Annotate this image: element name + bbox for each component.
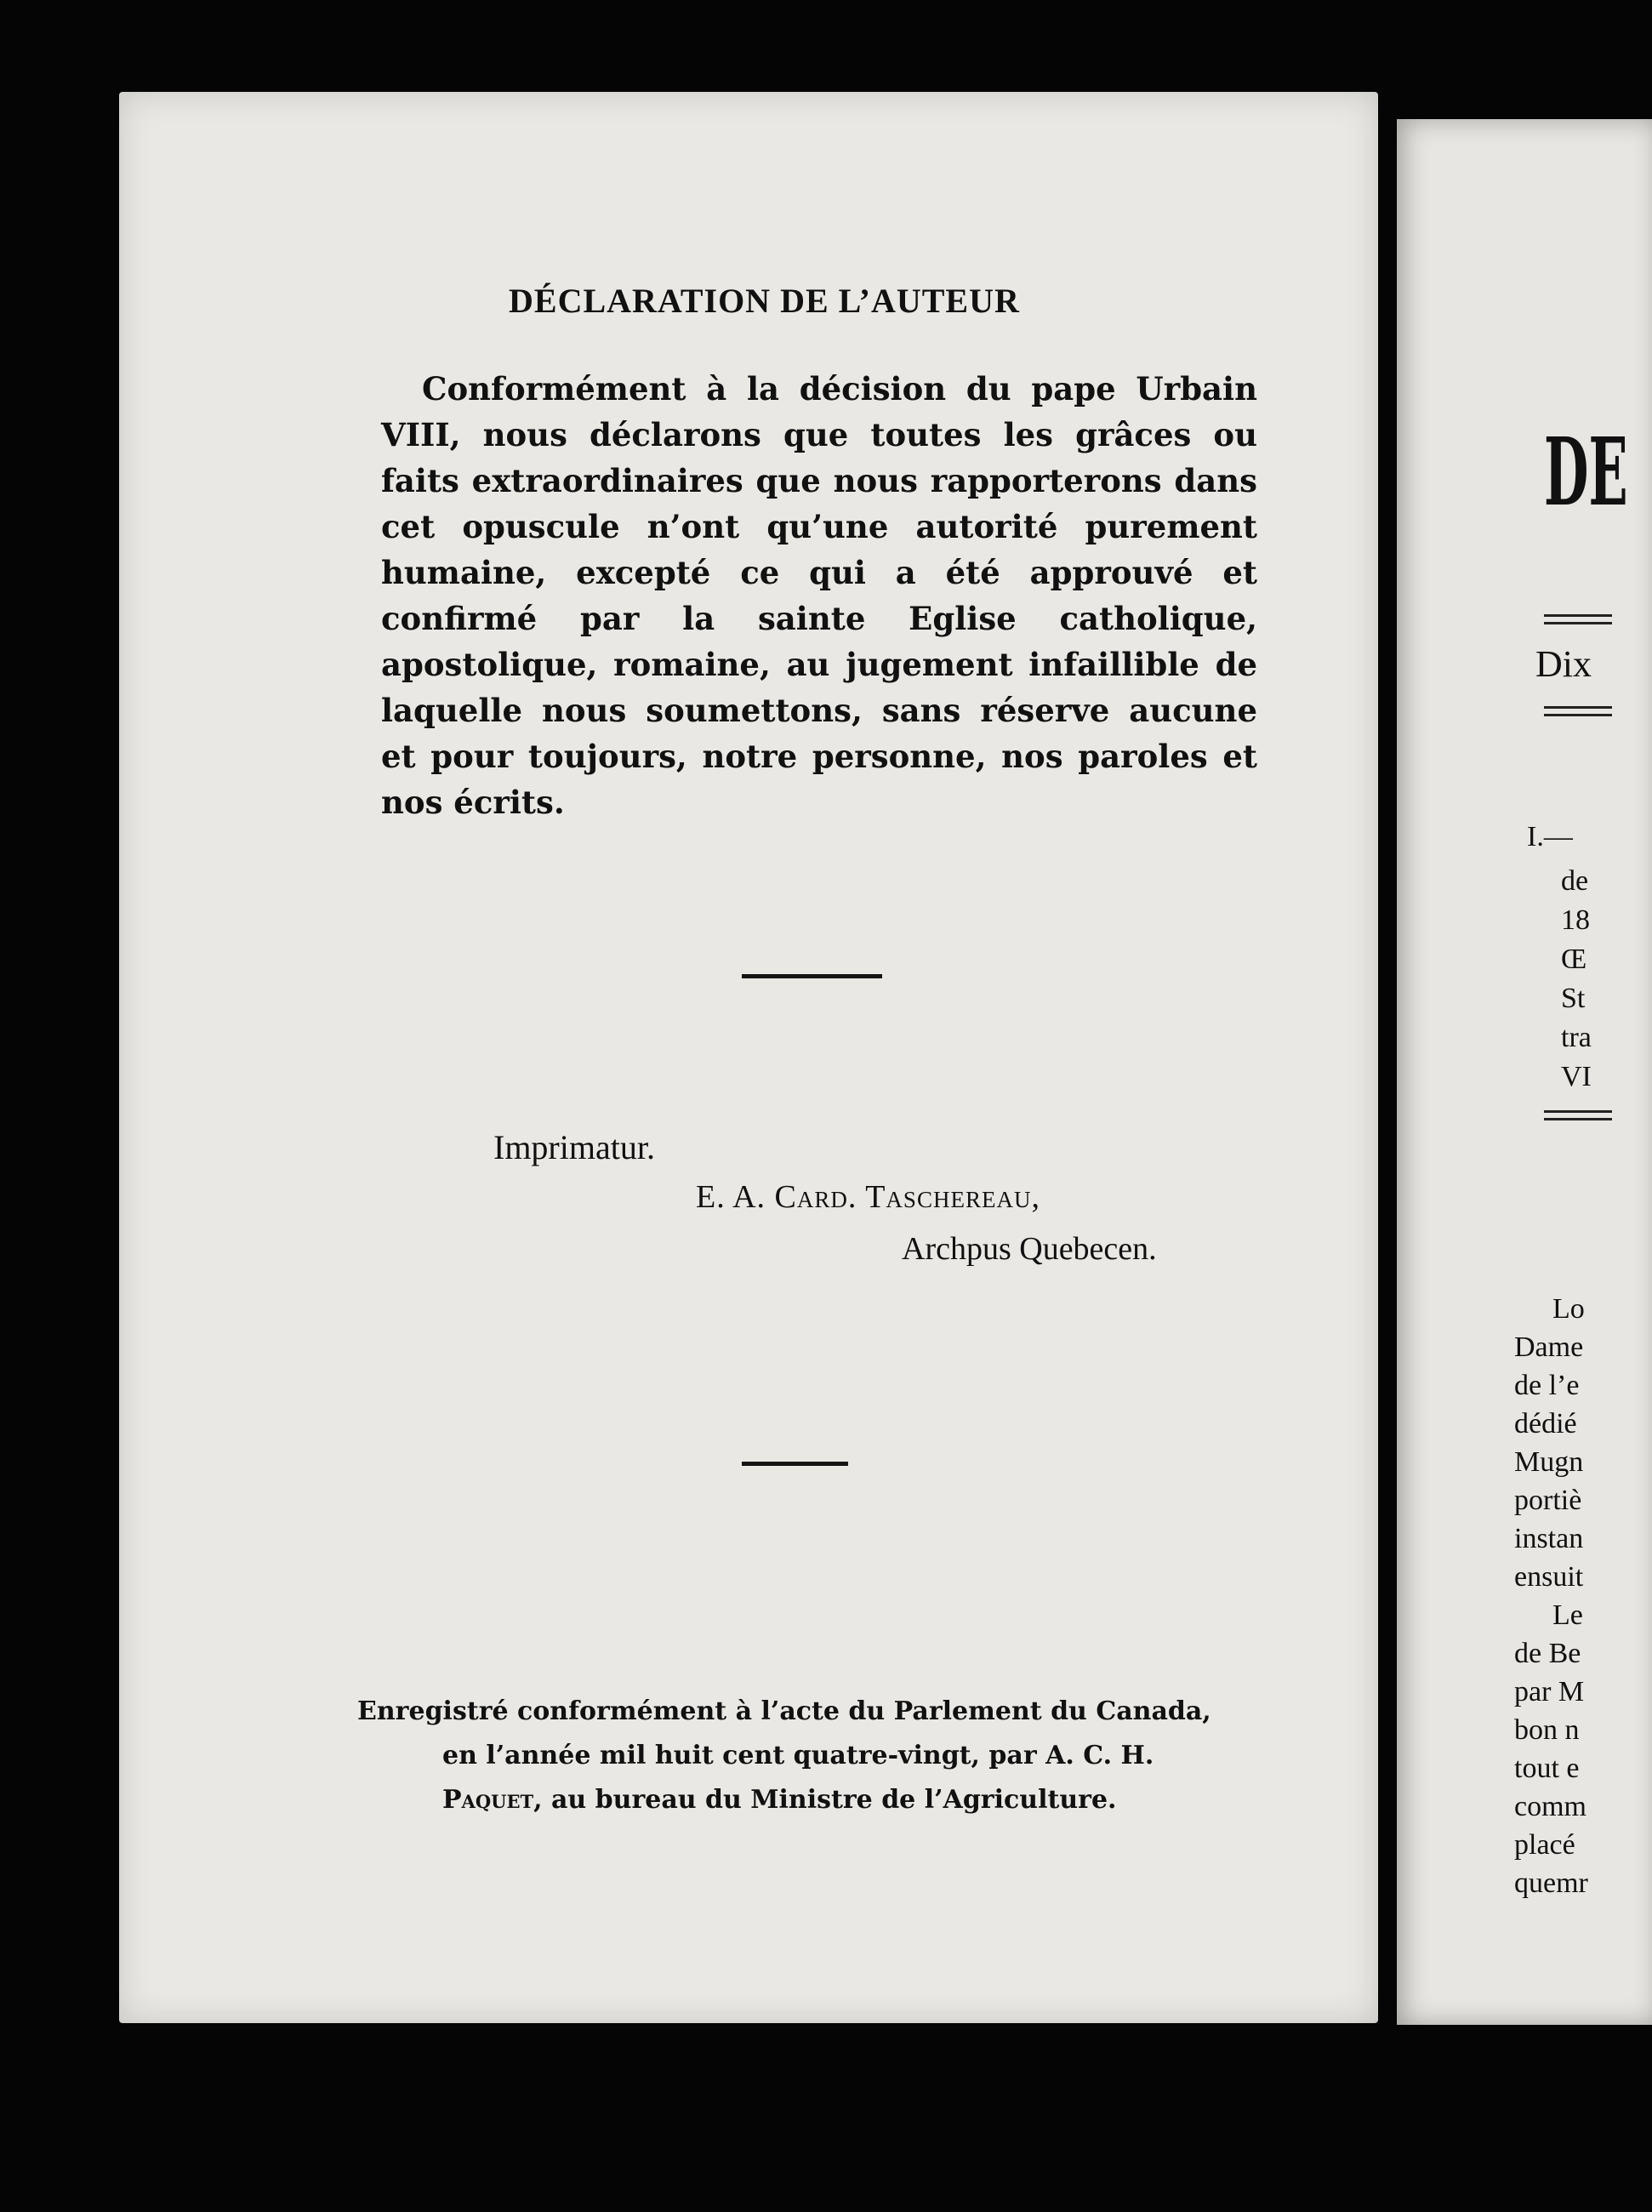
declaration-paragraph: Conformément à la décision du pape Urbain VIII, nous déclarons que toutes les grâces ou faits extraordinaires que nous rapporterons dans cet opuscule n’ont qu’une autorité purement humaine, excepté ce qui a été approuvé et confirmé par la sainte Eglise catholique, apostolique, romaine, au jugement infaillible de laquelle nous soumettons, sans réserve aucune et pour toujours, notre personne, nos paroles et nos écrits. — [381, 370, 1257, 821]
body-line: par M — [1514, 1676, 1585, 1707]
toc-line: 18 — [1561, 904, 1590, 936]
registration-line-3 — [357, 1778, 1242, 1822]
registration-line-2: en l’année mil huit cent quatre-vingt, par A. C. H. — [442, 1741, 1154, 1770]
registration-line-3-rest: au bureau du Ministre de l’Agriculture. — [542, 1785, 1117, 1815]
body-line: Le — [1552, 1599, 1583, 1631]
signer-name: E. A. Card. Taschereau, — [696, 1179, 1040, 1215]
separator-rule-top — [742, 974, 882, 978]
signer-title: Archpus Quebecen. — [902, 1231, 1157, 1267]
right-page-double-rule-1 — [1544, 614, 1612, 624]
separator-rule-bottom — [742, 1462, 848, 1466]
body-line: de Be — [1514, 1638, 1581, 1669]
toc-line: Œ — [1561, 944, 1587, 975]
imprimatur-label: Imprimatur. — [493, 1128, 655, 1166]
toc-line: I.— — [1527, 821, 1573, 852]
body-line: portiè — [1514, 1485, 1582, 1516]
toc-line: tra — [1561, 1022, 1592, 1053]
toc-line: St — [1561, 983, 1586, 1014]
body-line: placé — [1514, 1829, 1575, 1861]
body-line: quemr — [1514, 1867, 1588, 1899]
registrant-name: Paquet, — [442, 1785, 543, 1815]
body-line: comm — [1514, 1791, 1586, 1822]
body-line: instan — [1514, 1523, 1584, 1554]
registration-line-1: Enregistré conformément à l’acte du Parlement du Canada, — [357, 1696, 1211, 1726]
body-line: Mugn — [1514, 1446, 1584, 1478]
right-page-subheading: Dix — [1535, 643, 1592, 685]
body-line: tout e — [1514, 1753, 1580, 1784]
body-line: dédié — [1514, 1408, 1577, 1440]
body-line: Dame — [1514, 1331, 1584, 1363]
body-line: bon n — [1514, 1714, 1580, 1746]
toc-line: de — [1561, 865, 1589, 897]
toc-line: VI — [1561, 1061, 1592, 1092]
body-line: Lo — [1552, 1293, 1585, 1325]
right-page-double-rule-3 — [1544, 1110, 1612, 1120]
registration-notice — [357, 1690, 1242, 1822]
body-line: de l’e — [1514, 1370, 1580, 1401]
right-page-heading: DE — [1544, 417, 1628, 527]
right-page-double-rule-2 — [1544, 706, 1612, 716]
body-line: ensuit — [1514, 1561, 1584, 1593]
declaration-title: DÉCLARATION DE L’AUTEUR — [509, 282, 1020, 320]
